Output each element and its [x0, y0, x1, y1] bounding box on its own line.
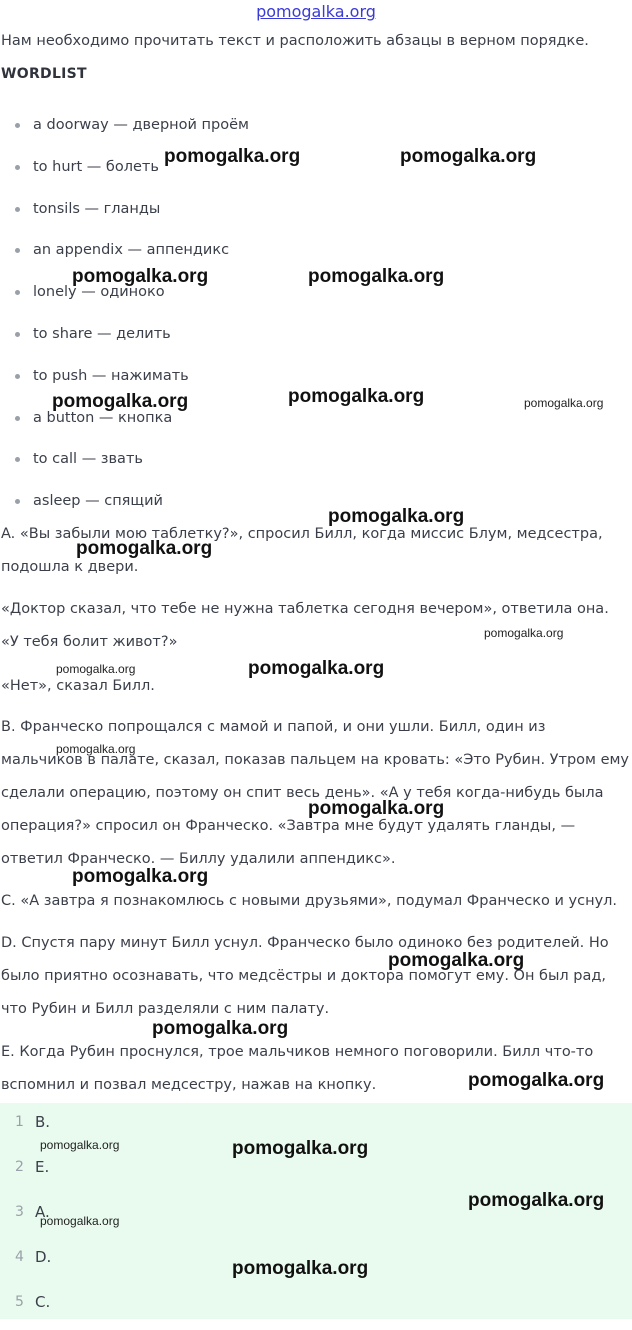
bullet-icon	[15, 374, 20, 379]
bullet-icon	[15, 207, 20, 212]
watermark: pomogalka.org	[72, 866, 209, 887]
watermark: pomogalka.org	[56, 662, 136, 676]
watermark: pomogalka.org	[56, 742, 136, 756]
paragraph-b: B. Франческо попрощался с мамой и папой, и они ушли. Билл, один из мальчиков в палате, сказал, показав пальцем на кровать: «Это Рубин. Утром ему сделали операцию, поэтому он спит весь день». «А у тебя когда-нибудь была операция?» спросил он Франческо. «Завтра мне будут удалять гланды, — ответил Франческо. — Биллу удалили аппендикс».	[1, 719, 630, 867]
bullet-icon	[15, 165, 20, 170]
watermark: pomogalka.org	[40, 1138, 120, 1152]
paragraph-e: E. Когда Рубин проснулся, трое мальчиков немного поговорили. Билл что-то вспомнил и позвал медсестру, нажав на кнопку.	[1, 1044, 594, 1093]
wordlist	[0, 108, 249, 526]
watermark: pomogalka.org	[468, 1190, 605, 1211]
list-item: a doorway — дверной проём	[0, 108, 249, 150]
bullet-icon	[15, 123, 20, 128]
answer-item: 1 B.	[15, 1113, 51, 1131]
list-item: to share — делить	[0, 317, 249, 359]
watermark: pomogalka.org	[308, 798, 445, 819]
answer-item: 4 D.	[15, 1248, 52, 1266]
paragraph-c: C. «А завтра я познакомлюсь с новыми друзьями», подумал Франческо и уснул.	[1, 893, 618, 909]
bullet-icon	[15, 290, 20, 295]
watermark: pomogalka.org	[72, 266, 209, 287]
list-item: to hurt — болеть	[0, 150, 249, 192]
watermark: pomogalka.org	[40, 1214, 120, 1228]
bullet-icon	[15, 248, 20, 253]
list-item: a button — кнопка	[0, 401, 249, 443]
bullet-icon	[15, 416, 20, 421]
watermark: pomogalka.org	[52, 391, 189, 412]
watermark: pomogalka.org	[400, 146, 537, 167]
paragraph-a-reply: «Доктор сказал, что тебе не нужна таблетка сегодня вечером», ответила она. «У тебя болит живот?»	[1, 601, 609, 650]
watermark: pomogalka.org	[468, 1070, 605, 1091]
watermark: pomogalka.org	[232, 1138, 369, 1159]
watermark: pomogalka.org	[524, 396, 604, 410]
watermark: pomogalka.org	[248, 658, 385, 679]
list-item: to push — нажимать	[0, 359, 249, 401]
paragraph-a-end: «Нет», сказал Билл.	[1, 678, 155, 694]
list-item: tonsils — гланды	[0, 192, 249, 234]
answer-item: 2 E.	[15, 1158, 50, 1176]
bullet-icon	[15, 332, 20, 337]
list-item: to call — звать	[0, 442, 249, 484]
answer-item: 3 A.	[15, 1203, 50, 1221]
list-item: lonely — одиноко	[0, 275, 249, 317]
list-item: an appendix — аппендикс	[0, 233, 249, 275]
watermark: pomogalka.org	[288, 386, 425, 407]
watermark: pomogalka.org	[152, 1018, 289, 1039]
paragraph-a: A. «Вы забыли мою таблетку?», спросил Билл, когда миссис Блум, медсестра, подошла к двери.	[1, 526, 603, 575]
answer-item: 5 C.	[15, 1293, 51, 1311]
paragraph-d: D. Спустя пару минут Билл уснул. Франческо было одиноко без родителей. Но было приятно осознавать, что медсёстры и доктора помогут ему. Он был рад, что Рубин и Билл разделяли с ним палату.	[1, 935, 609, 1017]
bullet-icon	[15, 499, 20, 504]
wordlist-heading: WORDLIST	[1, 66, 87, 82]
site-link[interactable]: pomogalka.org	[256, 2, 376, 21]
bullet-icon	[15, 457, 20, 462]
watermark: pomogalka.org	[328, 506, 465, 527]
watermark: pomogalka.org	[484, 626, 564, 640]
watermark: pomogalka.org	[388, 950, 525, 971]
task-intro: Нам необходимо прочитать текст и расположить абзацы в верном порядке.	[1, 33, 589, 49]
watermark: pomogalka.org	[232, 1258, 369, 1279]
list-item: asleep — спящий	[0, 484, 249, 526]
watermark: pomogalka.org	[308, 266, 445, 287]
watermark: pomogalka.org	[164, 146, 301, 167]
watermark: pomogalka.org	[76, 538, 213, 559]
